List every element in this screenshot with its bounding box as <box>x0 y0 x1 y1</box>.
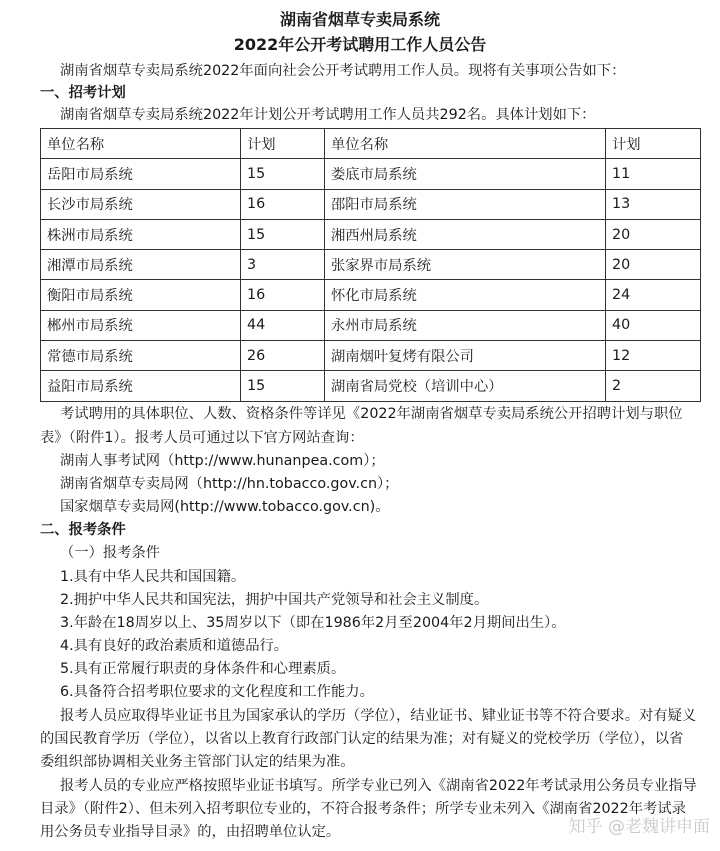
table-cell: 湖南烟叶复烤有限公司 <box>325 341 606 371</box>
table-row <box>41 371 701 401</box>
page-title: 湖南省烟草专卖局系统 <box>279 10 440 29</box>
header-cell: 单位名称 <box>325 129 606 159</box>
condition-item: 1.具有中华人民共和国国籍。 <box>60 569 246 585</box>
paragraph-line: 报考人员应取得毕业证书且为国家承认的学历（学位），结业证书、肄业证书等不符合要求。对有疑义 <box>60 708 697 724</box>
header-cell: 计划 <box>241 129 325 159</box>
table-cell: 3 <box>241 250 325 280</box>
table-cell: 衡阳市局系统 <box>41 280 241 310</box>
table-header-row <box>41 129 701 159</box>
watermark: 知乎 @老魏讲申面 <box>568 817 710 837</box>
table-row <box>41 159 701 189</box>
table-row <box>41 250 701 280</box>
table-cell: 益阳市局系统 <box>41 371 241 401</box>
table-cell: 15 <box>241 159 325 189</box>
table-cell: 邵阳市局系统 <box>325 189 606 219</box>
table-cell: 13 <box>606 189 701 219</box>
paragraph-line: 委组织部协调相关业务主管部门认定的结果为准。 <box>40 754 355 770</box>
condition-item: 5.具有正常履行职责的身体条件和心理素质。 <box>60 661 346 677</box>
paragraph-line: 报考人员的专业应严格按照毕业证书填写。所学专业已列入《湖南省2022年考试录用公务员专业指导 <box>60 778 697 794</box>
section1-text: 湖南省烟草专卖局系统2022年计划公开考试聘用工作人员共292名。具体计划如下： <box>60 107 596 123</box>
table-cell: 张家界市局系统 <box>325 250 606 280</box>
table-cell: 2 <box>606 371 701 401</box>
table-row <box>41 341 701 371</box>
header-cell: 单位名称 <box>41 129 241 159</box>
table-cell: 永州市局系统 <box>325 310 606 340</box>
table-cell: 40 <box>606 310 701 340</box>
table-cell: 怀化市局系统 <box>325 280 606 310</box>
subsection-heading: （一）报考条件 <box>60 545 161 561</box>
table-row <box>41 310 701 340</box>
table-row <box>41 219 701 249</box>
paragraph-line: 目录》（附件2）、但未列入招考职位专业的，不符合报考条件；所学专业未列入《湖南省2022年考试录 <box>40 801 686 817</box>
table-cell: 16 <box>241 280 325 310</box>
table-cell: 常德市局系统 <box>41 341 241 371</box>
table-cell: 12 <box>606 341 701 371</box>
table-cell: 娄底市局系统 <box>325 159 606 189</box>
table-cell: 24 <box>606 280 701 310</box>
table-cell: 湘西州局系统 <box>325 219 606 249</box>
recruitment-plan-table <box>40 128 701 402</box>
website-link[interactable]: 湖南省烟草专卖局网（http://hn.tobacco.gov.cn）； <box>60 476 399 492</box>
website-link[interactable]: 国家烟草专卖局网(http://www.tobacco.gov.cn)。 <box>60 499 390 515</box>
condition-item: 6.具备符合招考职位要求的文化程度和工作能力。 <box>60 684 374 700</box>
table-cell: 15 <box>241 219 325 249</box>
table-cell: 株洲市局系统 <box>41 219 241 249</box>
table-cell: 26 <box>241 341 325 371</box>
page-subtitle: 2022年公开考试聘用工作人员公告 <box>233 35 487 54</box>
table-cell: 11 <box>606 159 701 189</box>
header-cell: 计划 <box>606 129 701 159</box>
condition-item: 3.年龄在18周岁以上、35周岁以下（即在1986年2月至2004年2月期间出生）。 <box>60 615 566 631</box>
condition-item: 4.具有良好的政治素质和道德品行。 <box>60 638 289 654</box>
paragraph-line: 的国民教育学历（学位），以省以上教育行政部门认定的结果为准；对有疑义的党校学历（学位），以省 <box>40 731 684 747</box>
table-cell: 44 <box>241 310 325 340</box>
table-cell: 长沙市局系统 <box>41 189 241 219</box>
table-cell: 郴州市局系统 <box>41 310 241 340</box>
condition-item: 2.拥护中华人民共和国宪法，拥护中国共产党领导和社会主义制度。 <box>60 592 489 608</box>
intro-text: 湖南省烟草专卖局系统2022年面向社会公开考试聘用工作人员。现将有关事项公告如下： <box>60 63 626 79</box>
table-row <box>41 189 701 219</box>
after-table-text: 表》（附件1）。报考人员可通过以下官方网站查询： <box>40 430 364 446</box>
table-cell: 15 <box>241 371 325 401</box>
table-cell: 湘潭市局系统 <box>41 250 241 280</box>
table-row <box>41 280 701 310</box>
website-link[interactable]: 湖南人事考试网（http://www.hunanpea.com）； <box>60 453 385 469</box>
table-cell: 岳阳市局系统 <box>41 159 241 189</box>
table-cell: 20 <box>606 219 701 249</box>
table-cell: 湖南省局党校（培训中心） <box>325 371 606 401</box>
table-cell: 20 <box>606 250 701 280</box>
section2-heading: 二、报考条件 <box>40 522 126 538</box>
section1-heading: 一、招考计划 <box>40 85 126 101</box>
after-table-text: 考试聘用的具体职位、人数、资格条件等详见《2022年湖南省烟草专卖局系统公开招聘计划与职位 <box>60 406 683 422</box>
table-cell: 16 <box>241 189 325 219</box>
paragraph-line: 用公务员专业指导目录》的，由招聘单位认定。 <box>40 824 341 840</box>
